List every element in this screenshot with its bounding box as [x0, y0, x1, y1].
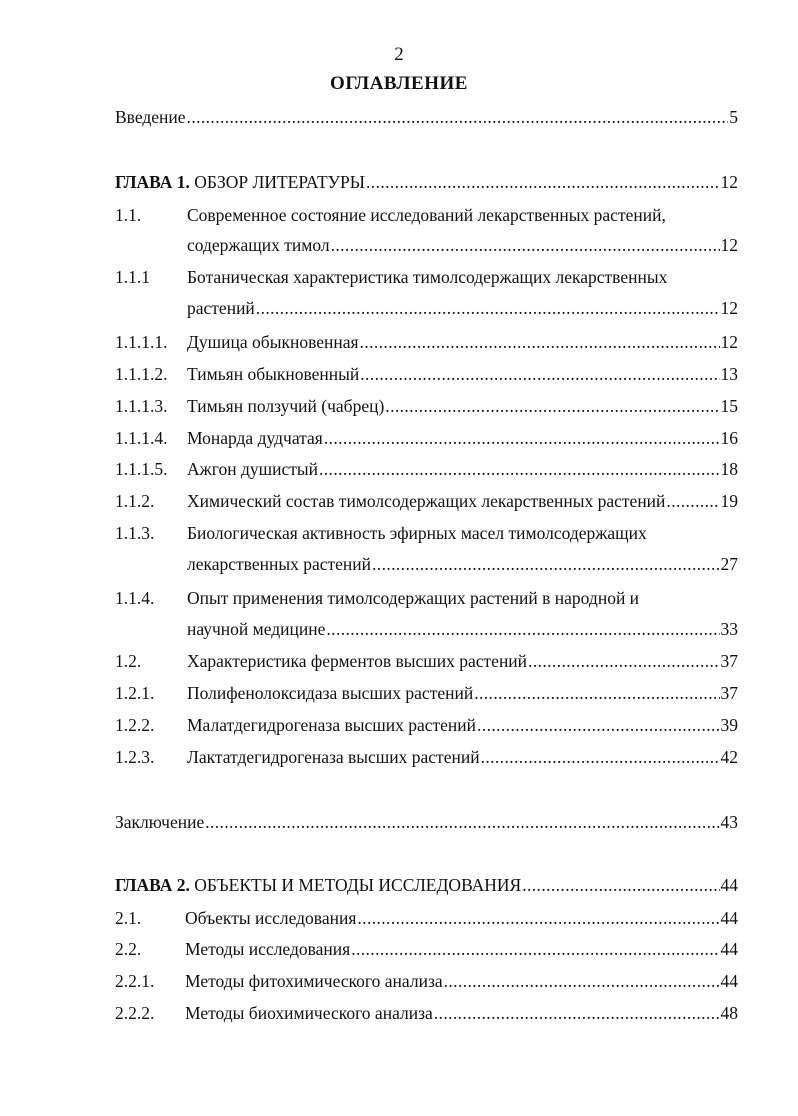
toc-page-number: 43 — [720, 812, 738, 832]
toc-page-number: 37 — [720, 651, 738, 671]
toc-entry-text: Объекты исследования — [185, 908, 357, 928]
section-number: 1.1.1.4. — [115, 428, 168, 448]
toc-entry-2-2[interactable] — [115, 937, 738, 961]
toc-entry-text-line1: Опыт применения тимолсодержащих растений в народной и — [187, 588, 640, 608]
toc-page-number: 33 — [720, 619, 738, 639]
toc-page-number: 27 — [720, 554, 738, 574]
dot-leader — [528, 649, 719, 673]
dot-leader — [324, 426, 720, 450]
dot-leader — [444, 969, 720, 993]
toc-entry-1-1[interactable] — [115, 203, 738, 227]
toc-page-number: 42 — [720, 747, 738, 767]
toc-entry-text-line2: растений — [187, 298, 255, 318]
chapter-label: ГЛАВА 1. — [115, 172, 190, 192]
dot-leader — [187, 105, 729, 129]
toc-entry-2-2-1[interactable] — [115, 969, 738, 993]
toc-entry-text-line2: лекарственных растений — [187, 554, 372, 574]
toc-entry-text-line1: Современное состояние исследований лекарственных растений, — [187, 205, 666, 225]
toc-entry-1-1-2[interactable] — [115, 489, 738, 513]
toc-page-number: 44 — [720, 908, 738, 928]
toc-entry-text: Химический состав тимолсодержащих лекарственных растений — [187, 491, 666, 511]
toc-page-number: 18 — [720, 459, 738, 479]
toc-entry-text: Введение — [115, 107, 186, 127]
section-number: 1.1.4. — [115, 588, 155, 608]
toc-entry-conclusion[interactable] — [115, 810, 738, 834]
chapter-label: ГЛАВА 2. — [115, 875, 190, 895]
toc-entry-1-1-1-4[interactable] — [115, 426, 738, 450]
section-number: 1.2.2. — [115, 715, 155, 735]
dot-leader — [357, 906, 719, 930]
toc-entry-chapter-1[interactable] — [115, 170, 738, 194]
toc-entry-text-line1: Биологическая активность эфирных масел тимолсодержащих — [187, 523, 647, 543]
dot-leader — [434, 1001, 720, 1025]
toc-page-number: 12 — [720, 235, 738, 255]
toc-entry-text: ОБЪЕКТЫ И МЕТОДЫ ИССЛЕДОВАНИЯ — [194, 875, 522, 895]
toc-entry-1-1-1-3[interactable] — [115, 394, 738, 418]
toc-page-number: 44 — [720, 875, 738, 895]
dot-leader — [474, 681, 719, 705]
toc-entry-1-1-1-2[interactable] — [115, 362, 738, 386]
toc-page-number: 12 — [720, 298, 738, 318]
toc-page-number: 15 — [720, 396, 738, 416]
toc-page-number: 48 — [720, 1003, 738, 1023]
toc-entry-1-1-1[interactable] — [115, 265, 738, 289]
toc-entry-chapter-2[interactable] — [115, 873, 738, 897]
toc-entry-text-line2: научной медицине — [187, 619, 326, 639]
toc-page-number: 37 — [720, 683, 738, 703]
section-number: 1.1. — [115, 205, 142, 225]
page-number: 2 — [394, 44, 404, 65]
toc-page-number: 19 — [720, 491, 738, 511]
toc-page-number: 16 — [720, 428, 738, 448]
section-number: 1.2.3. — [115, 747, 155, 767]
dot-leader — [360, 330, 720, 354]
toc-entry-text: Методы биохимического анализа — [185, 1003, 433, 1023]
section-number: 1.1.1.3. — [115, 396, 168, 416]
toc-page-number: 5 — [729, 107, 738, 127]
toc-entry-text: Методы исследования — [185, 939, 351, 959]
toc-entry-1-1-4-cont[interactable] — [115, 617, 738, 641]
section-number: 2.1. — [115, 908, 142, 928]
toc-entry-text: Монарда дудчатая — [187, 428, 323, 448]
toc-entry-text: Тимьян ползучий (чабрец) — [187, 396, 385, 416]
toc-entry-1-1-cont[interactable] — [115, 233, 738, 257]
dot-leader — [372, 552, 719, 576]
section-number: 1.1.3. — [115, 523, 155, 543]
section-number: 1.2.1. — [115, 683, 155, 703]
section-number: 1.1.2. — [115, 491, 155, 511]
toc-entry-1-1-1-5[interactable] — [115, 457, 738, 481]
toc-page-number: 44 — [720, 971, 738, 991]
dot-leader — [351, 937, 719, 961]
toc-entry-2-1[interactable] — [115, 906, 738, 930]
toc-entry-1-1-3[interactable] — [115, 521, 738, 545]
toc-page-number: 39 — [720, 715, 738, 735]
toc-entry-text: Полифенолоксидаза высших растений — [187, 683, 474, 703]
toc-page-number: 12 — [720, 172, 738, 192]
toc-entry-text: Заключение — [115, 812, 205, 832]
dot-leader — [256, 296, 720, 320]
section-number: 2.2.1. — [115, 971, 155, 991]
toc-entry-1-1-1-cont[interactable] — [115, 296, 738, 320]
dot-leader — [319, 457, 720, 481]
toc-entry-2-2-2[interactable] — [115, 1001, 738, 1025]
toc-entry-1-1-4[interactable] — [115, 586, 738, 610]
toc-entry-text: Характеристика ферментов высших растений — [187, 651, 528, 671]
toc-page-number: 44 — [720, 939, 738, 959]
section-number: 2.2. — [115, 939, 142, 959]
toc-entry-text: Малатдегидрогеназа высших растений — [187, 715, 477, 735]
toc-entry-1-2-2[interactable] — [115, 713, 738, 737]
toc-entry-1-2-1[interactable] — [115, 681, 738, 705]
dot-leader — [331, 233, 720, 257]
toc-entry-intro[interactable] — [115, 105, 738, 129]
section-number: 2.2.2. — [115, 1003, 155, 1023]
dot-leader — [366, 170, 719, 194]
section-number: 1.2. — [115, 651, 142, 671]
section-number: 1.1.1.2. — [115, 364, 168, 384]
section-number: 1.1.1 — [115, 267, 150, 287]
dot-leader — [385, 394, 719, 418]
toc-entry-1-1-1-1[interactable] — [115, 330, 738, 354]
toc-entry-text-line2: содержащих тимол — [187, 235, 330, 255]
dot-leader — [477, 713, 719, 737]
toc-entry-text: ОБЗОР ЛИТЕРАТУРЫ — [194, 172, 366, 192]
section-number: 1.1.1.5. — [115, 459, 168, 479]
dot-leader — [522, 873, 719, 897]
toc-entry-1-2[interactable] — [115, 649, 738, 673]
dot-leader — [481, 745, 720, 769]
toc-page-number: 13 — [720, 364, 738, 384]
toc-page-number: 12 — [720, 332, 738, 352]
toc-entry-text: Ажгон душистый — [187, 459, 318, 479]
toc-entry-text: Методы фитохимического анализа — [185, 971, 443, 991]
page-title: ОГЛАВЛЕНИЕ — [330, 73, 468, 94]
toc-entry-text: Душица обыкновенная — [187, 332, 359, 352]
toc-entry-1-1-3-cont[interactable] — [115, 552, 738, 576]
toc-entry-text: Лактатдегидрогеназа высших растений — [187, 747, 480, 767]
toc-entry-1-2-3[interactable] — [115, 745, 738, 769]
dot-leader — [360, 362, 719, 386]
toc-entry-text-line1: Ботаническая характеристика тимолсодержащих лекарственных — [187, 267, 668, 287]
dot-leader — [666, 489, 719, 513]
dot-leader — [326, 617, 719, 641]
toc-entry-text: Тимьян обыкновенный — [187, 364, 360, 384]
section-number: 1.1.1.1. — [115, 332, 168, 352]
dot-leader — [205, 810, 719, 834]
